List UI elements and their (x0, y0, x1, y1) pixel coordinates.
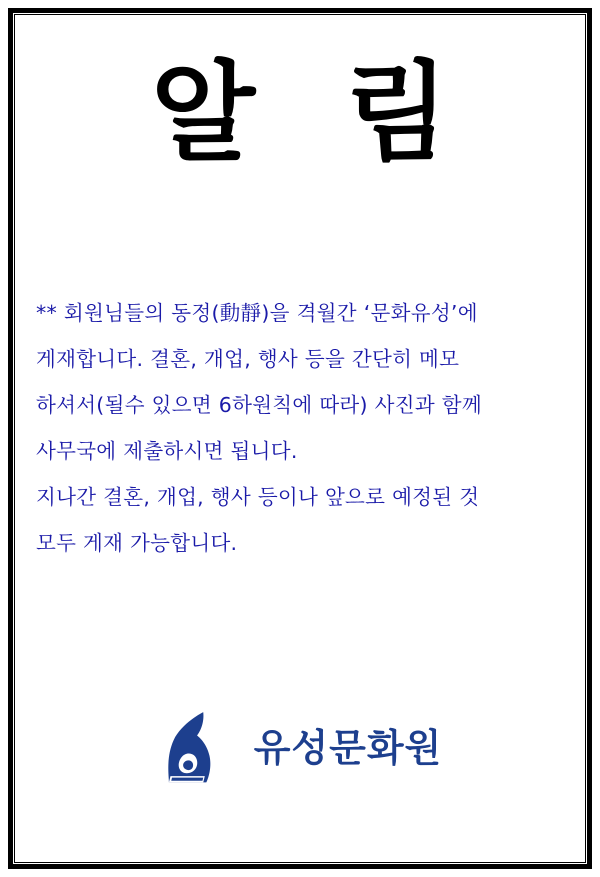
poster-content (30, 30, 570, 847)
poster-inner-border (14, 14, 586, 863)
notice-body-line-6: 모두 게재 가능합니다. (36, 531, 238, 555)
organization-name: 유성문화원 (253, 726, 443, 770)
flame-crest-icon (158, 709, 236, 787)
notice-body-line-2: 게재합니다. 결혼, 개업, 행사 등을 간단히 메모 (36, 347, 460, 371)
notice-body-line-4: 사무국에 제출하시면 됩니다. (36, 439, 298, 463)
notice-body (36, 290, 564, 566)
notice-body-line-3: 하셔서(될수 있으면 6하원칙에 따라) 사진과 함께 (36, 393, 482, 417)
notice-body-line-1: ** 회원님들의 동정(動靜)을 격월간 ‘문화유성’에 (36, 301, 478, 325)
page-title: 알 림 (150, 51, 476, 176)
notice-body-line-5: 지나간 결혼, 개업, 행사 등이나 앞으로 예정된 것 (36, 485, 480, 509)
footer-branding (30, 709, 570, 787)
